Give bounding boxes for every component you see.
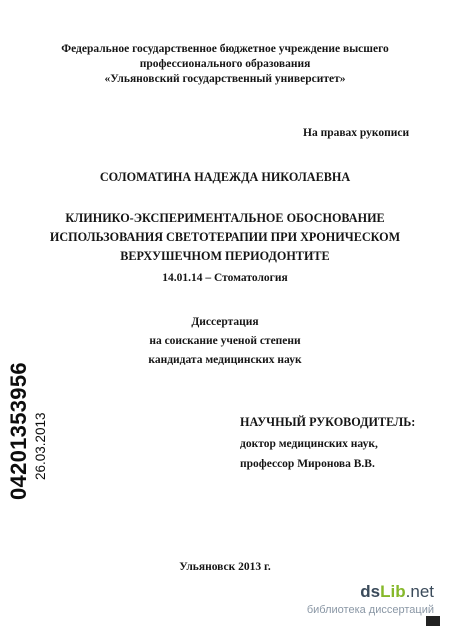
advisor-name: профессор Миронова В.В. — [240, 458, 375, 470]
logo-lib: Lib — [380, 582, 406, 601]
dslib-subtitle: библиотека диссертаций — [306, 604, 434, 616]
degree-line-2: на соискание ученой степени — [149, 335, 301, 347]
author-name: СОЛОМАТИНА НАДЕЖДА НИКОЛАЕВНА — [99, 170, 351, 184]
side-stamp-number: 04201353956 — [6, 362, 31, 500]
place-year: Ульяновск 2013 г. — [179, 561, 271, 573]
advisor-heading: НАУЧНЫЙ РУКОВОДИТЕЛЬ: — [240, 415, 416, 429]
logo-net: .net — [405, 582, 434, 601]
advisor-degree: доктор медицинских наук, — [240, 438, 378, 450]
degree-line-1: Диссертация — [191, 316, 259, 328]
side-stamp-date: 26.03.2013 — [33, 412, 48, 480]
logo-ds: ds — [360, 582, 381, 601]
org-line-3: «Ульяновский государственный университет» — [104, 73, 346, 85]
title-line-1: КЛИНИКО-ЭКСПЕРИМЕНТАЛЬНОЕ ОБОСНОВАНИЕ — [65, 211, 385, 225]
title-line-3: ВЕРХУШЕЧНОМ ПЕРИОДОНТИТЕ — [120, 249, 330, 263]
corner-mark — [426, 616, 440, 626]
rights-note: На правах рукописи — [303, 127, 410, 139]
org-line-1: Федеральное государственное бюджетное учреждение высшего — [61, 43, 389, 55]
specialty: 14.01.14 – Стоматология — [162, 272, 288, 284]
org-line-2: профессионального образования — [139, 58, 311, 70]
title-line-2: ИСПОЛЬЗОВАНИЯ СВЕТОТЕРАПИИ ПРИ ХРОНИЧЕСКОМ — [49, 230, 401, 244]
dslib-logo[interactable] — [360, 582, 434, 602]
degree-line-3: кандидата медицинских наук — [148, 354, 302, 366]
